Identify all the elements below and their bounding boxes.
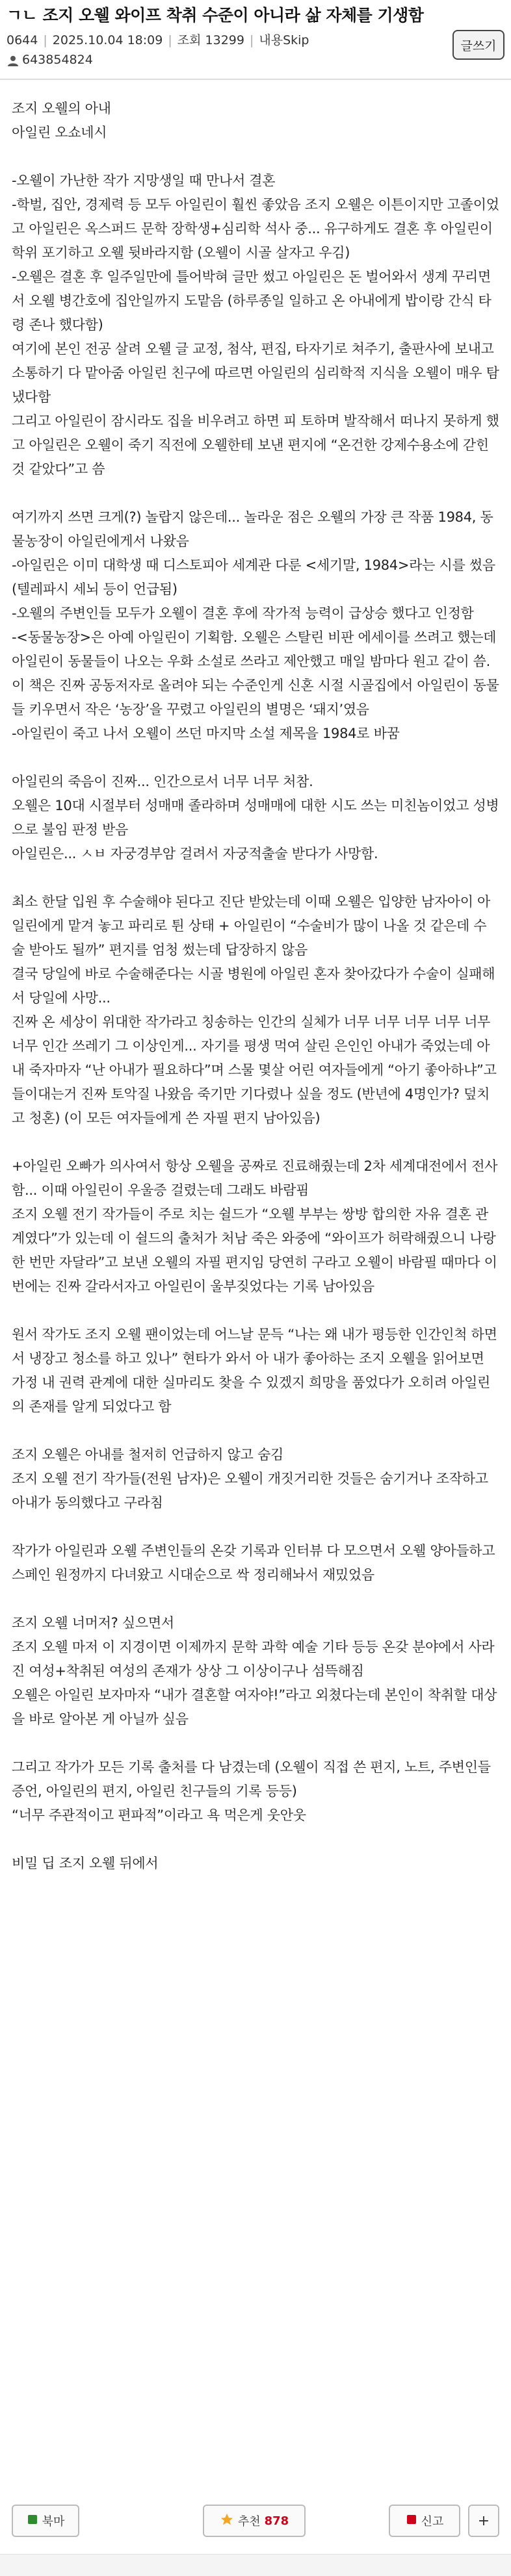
author-name[interactable]: 643854824 bbox=[22, 53, 93, 67]
post-content bbox=[0, 80, 511, 1876]
author-row bbox=[7, 50, 504, 70]
blank-line bbox=[12, 481, 499, 505]
content-line: -<동물농장>은 아예 아일린이 기획함. 오웰은 스탈린 비판 에세이를 쓰려고 했는데 아일린이 동물들이 나오는 우화 소설로 쓰라고 제안했고 매일 밤마다 원고 같이 씀. 이 책은 진짜 공동저자로 올려야 되는 수준인게 신혼 시절 시골집에서 아일린이 동물들 키우면서 작은 ‘농장’을 꾸렸고 아일린의 별명은 ‘돼지’였음 bbox=[12, 630, 501, 717]
write-button[interactable]: 글쓰기 bbox=[452, 30, 504, 60]
content-line: 오웰은 10대 시절부터 성매매 졸라하며 성매매에 대한 시도 쓰는 미친놈이었고 성병으로 불임 판정 받음 bbox=[12, 798, 499, 837]
blank-line bbox=[12, 1419, 499, 1443]
content-line: 조지 오웰 전기 작가들(전원 남자)은 오웰이 개짓거리한 것들은 숨기거나 조작하고 아내가 동의했다고 구라침 bbox=[12, 1471, 493, 1511]
bookmark-icon bbox=[27, 2514, 38, 2529]
content-line: 아일린 오쇼네시 bbox=[12, 125, 107, 140]
blank-line bbox=[12, 1515, 499, 1539]
bottom-bar bbox=[0, 2554, 511, 2576]
content-line: -오웰은 결혼 후 일주일만에 틀어박혀 글만 썼고 아일린은 돈 벌어와서 생계 꾸리면서 오웰 병간호에 집안일까지 도맡음 (하루종일 일하고 온 아내에게 밥이랑 간식 타령 존나 했다함) bbox=[12, 269, 491, 333]
post-footer bbox=[0, 2505, 511, 2576]
content-line: 원서 작가도 조지 오웰 팬이었는데 어느날 문득 “나는 왜 내가 평등한 인간인척 하면서 냉장고 청소를 하고 있나” 현타가 와서 아 내가 좋아하는 조지 오웰을 읽어보면 가정 내 권력 관계에 대한 실마리도 찾을 수 있겠지 희망을 품었다가 오히려 아일린의 존재를 알게 되었다고 함 bbox=[12, 1327, 497, 1414]
content-line: -학벌, 집안, 경제력 등 모두 아일린이 훨씬 좋았음 조지 오웰은 이튼이지만 고졸이었고 아일린은 옥스퍼드 문학 장학생+심리학 석사 중... 유구하게도 결혼 후 아일린이 학위 포기하고 오웰 뒷바라지함 (오웰이 시골 살자고 우김) bbox=[12, 197, 499, 261]
blank-line bbox=[12, 746, 499, 770]
content-line: 조지 오웰 너머저? 싶으면서 bbox=[12, 1615, 174, 1631]
content-line: 여기까지 쓰면 크게(?) 놀랍지 않은데... 놀라운 점은 오웰의 가장 큰 작품 1984, 동물농장이 아일린에게서 나왔음 bbox=[12, 509, 493, 549]
content-line: 비밀 딥 조지 오웰 뒤에서 bbox=[12, 1855, 159, 1871]
content-line: 그리고 아일린이 잠시라도 집을 비우려고 하면 피 토하며 발작해서 떠나지 못하게 했고 아일린은 오웰이 죽기 직전에 오웰한테 보낸 편지에 “온건한 강제수용소에 갇힌 것 같았다”고 씀 bbox=[12, 413, 499, 477]
bookmark-label: 북마 bbox=[42, 2515, 65, 2529]
blank-line bbox=[12, 866, 499, 890]
blank-line bbox=[12, 1731, 499, 1755]
content-skip-link[interactable]: 내용Skip bbox=[259, 33, 309, 47]
meta-separator: | bbox=[249, 33, 254, 47]
post-meta bbox=[7, 31, 504, 50]
post-datetime: 2025.10.04 18:09 bbox=[52, 33, 163, 47]
content-line: -아일린이 죽고 나서 오웰이 쓰던 마지막 소설 제목을 1984로 바꿈 bbox=[12, 726, 400, 741]
content-line: 여기에 본인 전공 살려 오웰 글 교정, 첨삭, 편집, 타자기로 쳐주기, 출판사에 보내고 소통하기 다 맡아줌 아일린 친구에 따르면 아일린의 심리학적 지식을 오웰이 매우 탐냈다함 bbox=[12, 341, 499, 405]
content-line: 조지 오웰 마저 이 지경이면 이제까지 문학 과학 예술 기타 등등 온갖 분야에서 사라진 여성+착취된 여성의 존재가 상상 그 이상이구나 섬뜩해짐 bbox=[12, 1639, 495, 1679]
post-number: 0644 bbox=[7, 33, 38, 47]
content-line: 진짜 온 세상이 위대한 작가라고 칭송하는 인간의 실체가 너무 너무 너무 너무 너무 너무 인간 쓰레기 그 이상인게... 자기를 평생 먹여 살린 은인인 아내가 죽었는데 아내 죽자마자 “난 아내가 필요하다”며 스물 몇살 어린 여자들에게 “아기 좋아하냐”고 들이대는거 진짜 토악질 나왔음 죽기만 기다렸나 싶을 정도 (반년에 4명인가? 덮치고 청혼) (이 모든 여자들에게 쓴 자필 편지 남아있음) bbox=[12, 1014, 501, 1126]
bookmark-button[interactable] bbox=[12, 2505, 79, 2537]
blank-line bbox=[12, 1299, 499, 1323]
more-button[interactable]: + bbox=[468, 2505, 499, 2537]
content-line: +아일린 오빠가 의사여서 항상 오웰을 공짜로 진료해줬는데 2차 세계대전에서 전사함... 이때 아일린이 우울증 걸렸는데 그래도 바람핌 bbox=[12, 1158, 498, 1198]
content-line: 작가가 아일린과 오웰 주변인들의 온갖 기록과 인터뷰 다 모으면서 오웰 양아들하고 스페인 원정까지 다녀왔고 시대순으로 싹 정리해놔서 재밌었음 bbox=[12, 1543, 499, 1583]
content-line: 결국 당일에 바로 수술해준다는 시골 병원에 아일린 혼자 찾아갔다가 수술이 실패해서 당일에 사망... bbox=[12, 966, 495, 1006]
content-line: “너무 주관적이고 편파적”이라고 욕 먹은게 웃안웃 bbox=[12, 1807, 306, 1823]
content-line: 조지 오웰 전기 작가들이 주로 치는 쉴드가 “오웰 부부는 쌍방 합의한 자유 결혼 관계였다”가 있는데 이 쉴드의 출처가 처남 죽은 와중에 “와이프가 허락해줬으니 나랑 한 번만 자달라”고 보낸 오웰의 자필 편지임 당연히 구라고 오웰이 바람필 때마다 이번에는 진짜 갈라서자고 아일린이 울부짖었다는 기록 남아있음 bbox=[12, 1206, 500, 1294]
content-line: -아일린은 이미 대학생 때 디스토피아 세계관 다룬 <세기말, 1984>라는 시를 썼음 (텔레파시 세뇌 등이 언급됨) bbox=[12, 557, 500, 597]
content-line: 그리고 작가가 모든 기록 출처를 다 남겼는데 (오웰이 직접 쓴 편지, 노트, 주변인들 증언, 아일린의 편지, 아일린 친구들의 기록 등등) bbox=[12, 1759, 495, 1799]
content-line: -오웰이 가난한 작가 지망생일 때 만나서 결혼 bbox=[12, 173, 276, 188]
blank-line bbox=[12, 1130, 499, 1154]
recommend-count: 878 bbox=[264, 2514, 289, 2528]
blank-line bbox=[12, 1828, 499, 1852]
recommend-label: 추천 bbox=[237, 2515, 261, 2529]
report-button[interactable] bbox=[389, 2505, 460, 2537]
report-label: 신고 bbox=[421, 2515, 444, 2529]
meta-separator: | bbox=[43, 33, 47, 47]
star-icon bbox=[220, 2512, 234, 2530]
meta-separator: | bbox=[168, 33, 172, 47]
content-line: 조지 오웰은 아내를 철저히 언급하지 않고 숨김 bbox=[12, 1447, 283, 1462]
blank-line bbox=[12, 1587, 499, 1611]
content-line: 오웰은 아일린 보자마자 “내가 결혼할 여자야!”라고 외쳤다는데 본인이 착취할 대상을 바로 알아본 게 아닐까 싶음 bbox=[12, 1687, 497, 1727]
post-views: 조회 13299 bbox=[177, 33, 244, 47]
content-line: -오웰의 주변인들 모두가 오웰이 결혼 후에 작가적 능력이 급상승 했다고 인정함 bbox=[12, 606, 474, 621]
report-icon bbox=[406, 2514, 417, 2529]
post-header bbox=[0, 0, 511, 70]
content-line: 조지 오웰의 아내 bbox=[12, 101, 111, 116]
recommend-button[interactable] bbox=[203, 2505, 306, 2537]
content-line: 아일린은... ㅅㅂ 자궁경부암 걸려서 자궁적출술 받다가 사망함. bbox=[12, 846, 378, 861]
content-line: 최소 한달 입원 후 수술해야 된다고 진단 받았는데 이때 오웰은 입양한 남자아이 아일린에게 맡겨 놓고 파리로 튄 상태 + 아일린이 “수술비가 많이 나올 것 같은데 수술 받아도 될까” 편지를 엄청 썼는데 답장하지 않음 bbox=[12, 894, 491, 958]
blank-line bbox=[12, 145, 499, 169]
content-line: 아일린의 죽음이 진짜... 인간으로서 너무 너무 처참. bbox=[12, 774, 313, 789]
user-icon bbox=[7, 53, 20, 66]
post-title: ㄱㄴ 조지 오웰 와이프 착취 수준이 아니라 삶 자체를 기생함 bbox=[7, 6, 424, 25]
